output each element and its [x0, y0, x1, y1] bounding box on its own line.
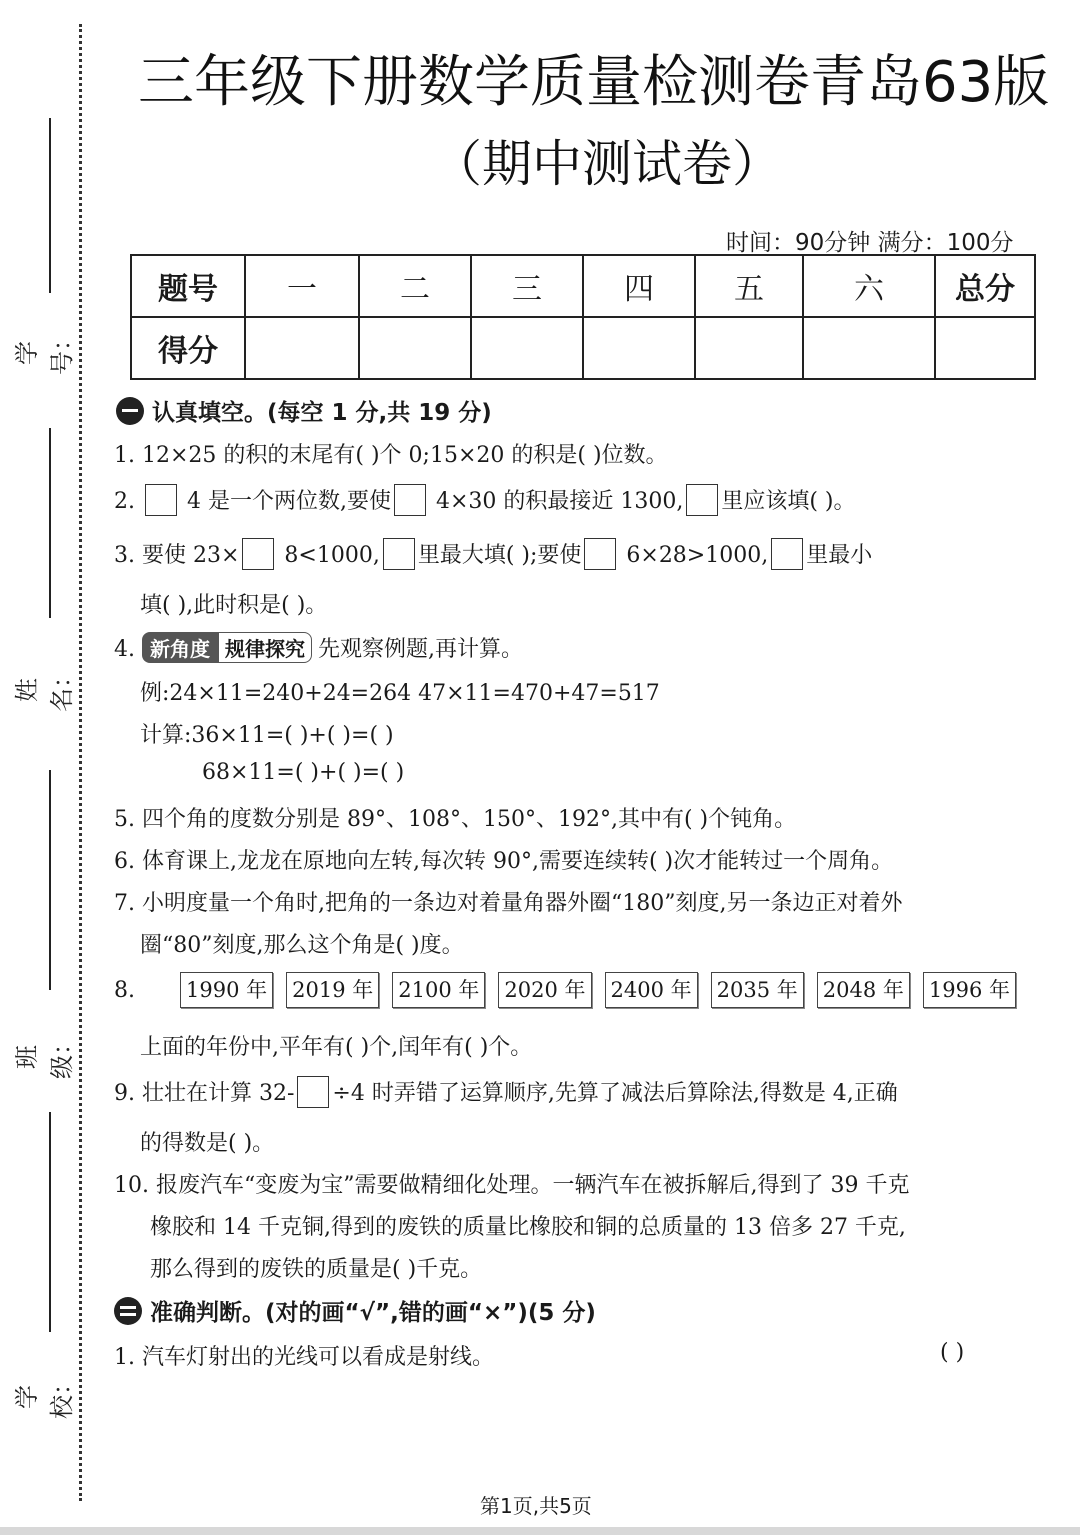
q2-text-b: 4 是一个两位数,要使: [179, 489, 391, 514]
table-cell: 一: [245, 255, 359, 317]
class-line: [49, 770, 51, 990]
year-box: 2400 年: [605, 972, 698, 1008]
blank-box[interactable]: [145, 484, 177, 516]
time-score-info: 时间：90分钟 满分：100分: [726, 230, 1014, 256]
section-2-heading: [114, 1294, 596, 1327]
table-cell: 得分: [131, 317, 245, 379]
section-1-heading: [116, 394, 492, 427]
score-input-cell[interactable]: [245, 317, 359, 379]
table-cell: 二: [359, 255, 471, 317]
question-1-9-cont: 的得数是( )。: [140, 1131, 275, 1156]
question-1-5: 5. 四个角的度数分别是 89°、108°、150°、192°,其中有( )个钝角。: [114, 807, 797, 832]
student-id-line: [49, 118, 51, 293]
question-1-1: 1. 12×25 的积的末尾有( )个 0;15×20 的积是( )位数。: [114, 443, 668, 468]
blank-box[interactable]: [394, 484, 426, 516]
school-label: 学校：: [13, 1371, 76, 1419]
binding-dotted-line: [79, 24, 82, 1501]
question-1-8-cont: 上面的年份中,平年有( )个,闰年有( )个。: [140, 1035, 533, 1060]
year-box: 1996 年: [923, 972, 1016, 1008]
year-box: 2019 年: [286, 972, 379, 1008]
score-input-cell[interactable]: [935, 317, 1035, 379]
blank-box[interactable]: [297, 1076, 329, 1108]
page-subtitle: （期中测试卷）: [432, 135, 782, 193]
question-1-3-cont: 填( ),此时积是( )。: [140, 593, 328, 618]
score-table: [130, 254, 1036, 380]
answer-parentheses[interactable]: ( ): [940, 1340, 965, 1365]
page-title: 三年级下册数学质量检测卷青岛63版: [138, 50, 1050, 115]
year-boxes: [180, 972, 1016, 1008]
question-1-7: 7. 小明度量一个角时,把角的一条边对着量角器外圈“180”刻度,另一条边正对着外: [114, 891, 903, 916]
blank-box[interactable]: [383, 538, 415, 570]
score-input-cell[interactable]: [359, 317, 471, 379]
question-1-8-number: 8.: [114, 978, 135, 1003]
question-2-1: 1. 汽车灯射出的光线可以看成是射线。: [114, 1345, 494, 1370]
question-1-4-calc-1: 计算:36×11=( )+( )=( ): [140, 723, 394, 748]
table-cell: 三: [471, 255, 583, 317]
question-1-6: 6. 体育课上,龙龙在原地向左转,每次转 90°,需要连续转( )次才能转过一个周角。: [114, 849, 894, 874]
question-1-4-calc-2: 68×11=( )+( )=( ): [202, 760, 405, 785]
table-cell: 总分: [935, 255, 1035, 317]
score-input-cell[interactable]: [803, 317, 935, 379]
year-box: 2020 年: [498, 972, 591, 1008]
page-number: 第1页,共5页: [480, 1494, 592, 1518]
blank-box[interactable]: [242, 538, 274, 570]
q2-text-c: 4×30 的积最接近 1300,: [428, 489, 684, 514]
q9-text-b: ÷4 时弄错了运算顺序,先算了减法后算除法,得数是 4,正确: [332, 1081, 898, 1106]
q3-text-d: 6×28>1000,: [619, 543, 769, 568]
section-2-title: 准确判断。(对的画“√”,错的画“×”)(5 分): [150, 1300, 596, 1326]
year-box: 2048 年: [817, 972, 910, 1008]
pattern-tag: 规律探究: [218, 632, 312, 663]
q4-number: 4.: [114, 637, 142, 662]
score-input-cell[interactable]: [471, 317, 583, 379]
table-cell: 五: [695, 255, 803, 317]
q3-text-a: 3. 要使 23×: [114, 543, 240, 568]
q2-text-d: 里应该填( )。: [721, 489, 856, 514]
year-box: 2100 年: [392, 972, 485, 1008]
q3-text-b: 8<1000,: [277, 543, 380, 568]
year-box: 2035 年: [711, 972, 804, 1008]
question-1-2: [114, 484, 856, 516]
q9-text-a: 9. 壮壮在计算 32-: [114, 1081, 295, 1106]
question-1-3: [114, 538, 872, 570]
name-line: [49, 428, 51, 618]
score-input-cell[interactable]: [583, 317, 695, 379]
question-1-4: [114, 632, 523, 663]
table-cell: 四: [583, 255, 695, 317]
question-1-9: [114, 1076, 898, 1108]
question-1-7-cont: 圈“80”刻度,那么这个角是( )度。: [140, 933, 464, 958]
q3-text-e: 里最小: [806, 543, 873, 568]
question-1-10-cont-1: 橡胶和 14 千克铜,得到的废铁的质量比橡胶和铜的总质量的 13 倍多 27 千克,: [150, 1215, 906, 1240]
score-input-cell[interactable]: [695, 317, 803, 379]
question-1-10: 10. 报废汽车“变废为宝”需要做精细化处理。一辆汽车在被拆解后,得到了 39 千克: [114, 1173, 910, 1198]
section-1-title: 认真填空。(每空 1 分,共 19 分): [152, 400, 492, 426]
table-cell: 六: [803, 255, 935, 317]
school-line: [49, 1112, 51, 1332]
table-row: [131, 255, 1035, 317]
question-1-10-cont-2: 那么得到的废铁的质量是( )千克。: [150, 1257, 483, 1282]
question-1-4-example: 例:24×11=240+24=264 47×11=470+47=517: [140, 681, 660, 706]
section-2-number-icon: [114, 1297, 142, 1325]
bottom-strip: [0, 1527, 1080, 1535]
blank-box[interactable]: [771, 538, 803, 570]
q4-text: 先观察例题,再计算。: [317, 637, 523, 662]
class-label: 班级：: [13, 1031, 76, 1079]
blank-box[interactable]: [686, 484, 718, 516]
year-box: 1990 年: [180, 972, 273, 1008]
student-id-label: 学号：: [13, 327, 76, 375]
section-1-number-icon: [116, 397, 144, 425]
name-label: 姓名：: [13, 664, 76, 712]
table-cell: 题号: [131, 255, 245, 317]
q2-text-a: 2.: [114, 489, 142, 514]
q3-text-c: 里最大填( );要使: [417, 543, 582, 568]
new-angle-tag: 新角度: [142, 632, 218, 663]
table-row: [131, 317, 1035, 379]
blank-box[interactable]: [584, 538, 616, 570]
